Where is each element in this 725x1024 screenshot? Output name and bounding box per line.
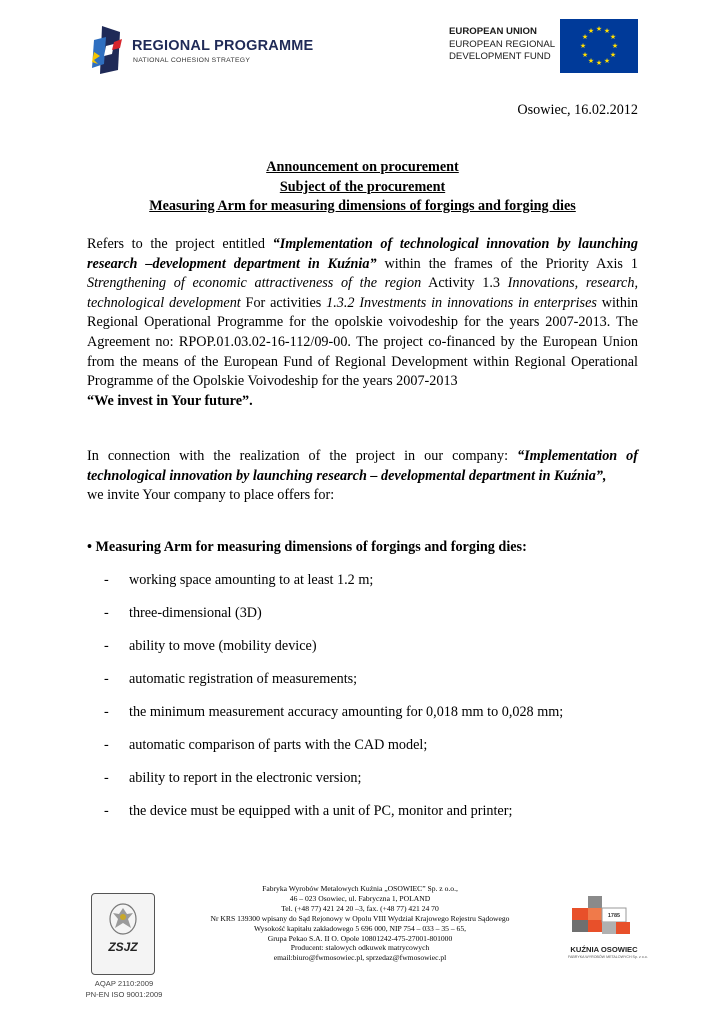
- p1-text-3: Activity 1.3: [421, 275, 508, 292]
- kuznia-year: 1785: [607, 913, 621, 919]
- list-dash: -: [104, 803, 109, 819]
- footer-line: Fabryka Wyrobów Metalowych Kuźnia „OSOWIEC” Sp. z o.o.,: [262, 884, 458, 893]
- list-item: [104, 703, 563, 722]
- p1-priority-axis: Strengthening of economic attractiveness of the region: [87, 275, 422, 292]
- list-item-text: three-dimensional (3D): [129, 605, 262, 621]
- svg-text:★: ★: [609, 51, 617, 59]
- footer-line: Producent: stalowych odkuwek matrycowych: [290, 943, 430, 953]
- kuznia-blocks-icon: [572, 894, 634, 942]
- regional-programme-subtitle: NATIONAL COHESION STRATEGY: [133, 57, 251, 64]
- p1-activity: Innovations, research, technological development: [87, 275, 638, 311]
- p1-text-5: within Regional Operational Programme for the opolskie voivodeship for the years 2007-2013. The Agreement no: RPOP.01.03.02-16-112/09-00. The project co-financed by the European Union from the means of the European Fund of Regional Development within Regional Operational Programme of the Opolskie Voivodeship for the years 2007-2013: [87, 294, 638, 390]
- eagle-emblem-icon: [109, 902, 137, 936]
- list-item-text: automatic registration of measurements;: [129, 671, 358, 687]
- heading-subject: Subject of the procurement: [279, 179, 446, 195]
- regional-programme-title: REGIONAL PROGRAMME: [132, 38, 314, 54]
- list-item-text: automatic comparison of parts with the CAD model;: [129, 737, 428, 753]
- svg-text:★: ★: [581, 51, 589, 59]
- svg-text:★: ★: [587, 57, 595, 65]
- kuznia-subtitle: FABRYKA WYROBÓW METALOWYCH Sp. z o.o.: [568, 955, 648, 959]
- list-dash: -: [104, 605, 109, 621]
- svg-text:★: ★: [595, 25, 603, 33]
- certificate-iso: PN-EN ISO 9001:2009: [85, 990, 163, 999]
- list-dash: -: [104, 671, 109, 687]
- list-item-text: the minimum measurement accuracy amounting for 0,018 mm to 0,028 mm;: [129, 704, 564, 720]
- list-dash: -: [104, 704, 109, 720]
- svg-text:★: ★: [611, 42, 619, 50]
- list-item-text: working space amounting to at least 1.2 m;: [129, 572, 374, 588]
- document-date: Osowiec, 16.02.2012: [517, 102, 638, 118]
- p2-text-1: In connection with the realization of the project in our company:: [87, 448, 518, 464]
- kuznia-name: KUŹNIA OSOWIEC: [570, 945, 638, 954]
- footer-line: Nr KRS 139300 wpisany do Sąd Rejonowy w Opolu VIII Wydział Krajowego Rejestru Sądowego: [210, 913, 510, 923]
- heading-announcement: Announcement on procurement: [266, 159, 459, 175]
- p2-text-2: we invite Your company to place offers for:: [87, 487, 335, 504]
- svg-text:★: ★: [581, 33, 589, 41]
- list-item-text: ability to report in the electronic version;: [129, 770, 362, 786]
- p1-text-1: Refers to the project entitled: [87, 236, 273, 252]
- heading-measuring-arm: Measuring Arm for measuring dimensions of forgings and forging dies: [149, 198, 576, 214]
- certificate-badge: [82, 888, 166, 1010]
- p1-activities: 1.3.2 Investments in innovations in enterprises: [326, 294, 597, 311]
- list-dash: -: [104, 638, 109, 654]
- p2-project-title: “Implementation of technological innovation by launching research – developmental department in Kuźnia”,: [87, 448, 639, 484]
- footer-line: Wysokość kapitału zakładowego 5 696 000, NIP 754 – 033 – 35 – 65,: [253, 923, 467, 933]
- svg-text:★: ★: [579, 42, 587, 50]
- eu-logo: [449, 18, 639, 74]
- eu-flag-icon: [560, 19, 638, 73]
- regional-programme-logo: [92, 24, 314, 76]
- list-dash: -: [104, 770, 109, 786]
- certificate-emblem: [91, 893, 155, 975]
- svg-text:★: ★: [603, 27, 611, 35]
- list-item: [104, 604, 262, 623]
- certificate-zsjz-label: ZSJZ: [108, 940, 138, 954]
- svg-text:★: ★: [609, 33, 617, 41]
- footer-line: Grupa Pekao S.A. II O. Opole 10801242-475-27001-801000: [267, 933, 453, 943]
- list-item: [104, 571, 373, 590]
- eu-line-3: DEVELOPMENT FUND: [449, 51, 551, 62]
- p1-slogan: “We invest in Your future”.: [87, 392, 253, 409]
- kuznia-osowiec-logo: [568, 894, 648, 964]
- footer-company-info: [180, 884, 540, 963]
- certificate-aqap: AQAP 2110:2009: [94, 979, 154, 988]
- list-item: [104, 736, 427, 755]
- footer-line: 46 – 023 Osowiec, ul. Fabryczna 1, POLAND: [289, 893, 431, 903]
- offer-title: • Measuring Arm for measuring dimensions of forgings and forging dies:: [87, 539, 527, 555]
- svg-text:★: ★: [603, 57, 611, 65]
- footer-email-line: email:biuro@fwmosowiec.pl, sprzedaz@fwmosowiec.pl: [273, 953, 447, 963]
- list-item-text: ability to move (mobility device): [129, 638, 317, 654]
- footer-line: Tel. (+48 77) 421 24 20 –3, fax. (+48 77) 421 24 70: [281, 903, 439, 913]
- list-item-text: the device must be equipped with a unit of PC, monitor and printer;: [129, 803, 513, 819]
- list-item: [104, 670, 357, 689]
- p1-project-title: “Implementation of technological innovation by launching research –development department in Kuźnia”: [87, 236, 638, 272]
- list-item: [104, 637, 317, 656]
- list-dash: -: [104, 572, 109, 588]
- list-item: [104, 769, 361, 788]
- eu-line-1: EUROPEAN UNION: [449, 26, 537, 37]
- eu-text-block: [449, 26, 557, 64]
- svg-text:★: ★: [587, 27, 595, 35]
- list-dash: -: [104, 737, 109, 753]
- list-item: [104, 802, 512, 821]
- regional-programme-emblem-icon: [92, 24, 128, 76]
- paragraph-project-reference: [87, 235, 638, 411]
- svg-text:★: ★: [595, 59, 603, 67]
- p1-text-2: within the frames of the Priority Axis 1: [376, 255, 638, 272]
- p1-text-4: For activities: [240, 294, 327, 311]
- eu-line-2: EUROPEAN REGIONAL: [449, 38, 556, 50]
- paragraph-invitation: [87, 447, 638, 506]
